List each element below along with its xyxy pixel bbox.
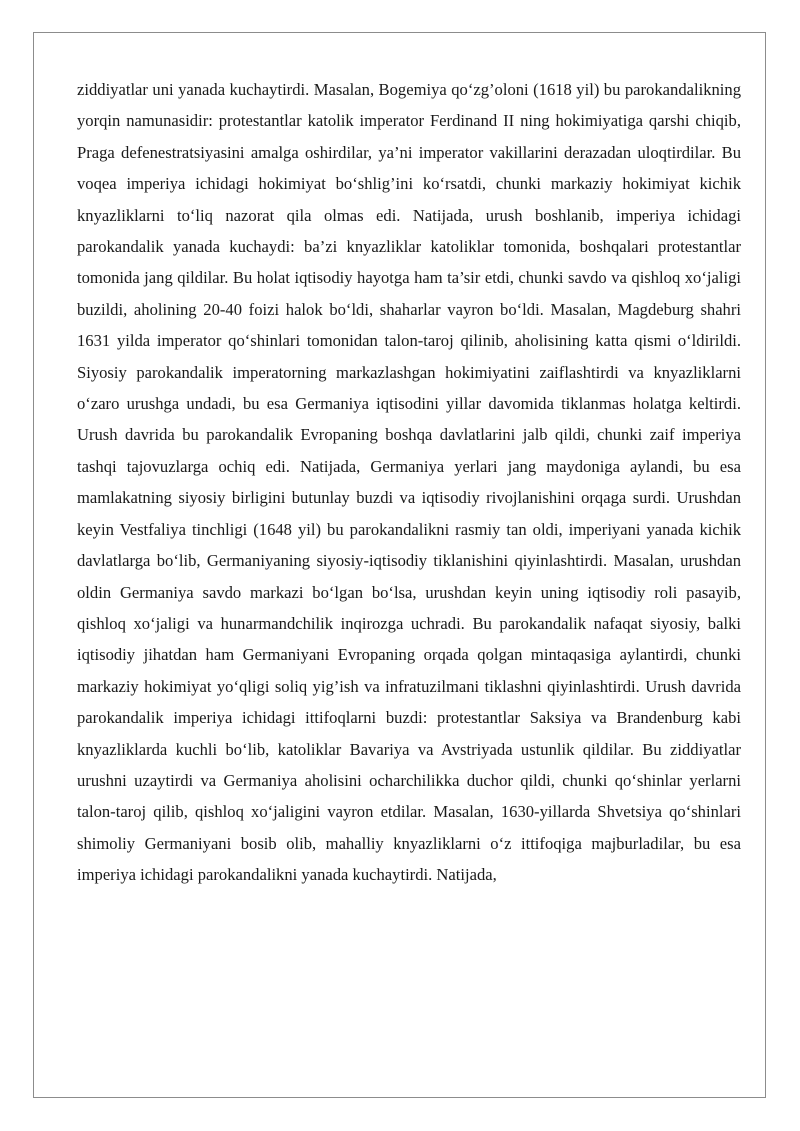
- body-paragraph: ziddiyatlar uni yanada kuchaytirdi. Masalan, Bogemiya qo‘zg’oloni (1618 yil) bu parokandalikning yorqin namunasidir: protestantlar katolik imperator Ferdinand II ning hokimiyatiga qarshi chiqib, Praga defenestratsiyasini amalga oshirdilar, ya’ni imperator vakillarini derazadan uloqtirdilar. Bu voqea imperiya ichidagi hokimiyat bo‘shlig’ini ko‘rsatdi, chunki markaziy hokimiyat kichik knyazliklarni to‘liq nazorat qila olmas edi. Natijada, urush boshlanib, imperiya ichidagi parokandalik yanada kuchaydi: ba’zi knyazliklar katoliklar tomonida, boshqalari protestantlar tomonida jang qildilar. Bu holat iqtisodiy hayotga ham ta’sir etdi, chunki savdo va qishloq xo‘jaligi buzildi, aholining 20-40 foizi halok bo‘ldi, shaharlar vayron bo‘ldi. Masalan, Magdeburg shahri 1631 yilda imperator qo‘shinlari tomonidan talon-taroj qilinib, aholisining katta qismi o‘ldirildi. Siyosiy parokandalik imperatorning markazlashgan hokimiyatini zaiflashtirdi va knyazliklarni o‘zaro urushga undadi, bu esa Germaniya iqtisodini yillar davomida tiklanmas holatga keltirdi. Urush davrida bu parokandalik Evropaning boshqa davlatlarini jalb qildi, chunki zaif imperiya tashqi tajovuzlarga ochiq edi. Natijada, Germaniya yerlari jang maydoniga aylandi, bu esa mamlakatning siyosiy birligini butunlay buzdi va iqtisodiy rivojlanishini orqaga surdi. Urushdan keyin Vestfaliya tinchligi (1648 yil) bu parokandalikni rasmiy tan oldi, imperiyani yanada kichik davlatlarga bo‘lib, Germaniyaning siyosiy-iqtisodiy tiklanishini qiyinlashtirdi. Masalan, urushdan oldin Germaniya savdo markazi bo‘lgan bo‘lsa, urushdan keyin uning iqtisodiy roli pasayib, qishloq xo‘jaligi va hunarmandchilik inqirozga uchradi. Bu parokandalik nafaqat siyosiy, balki iqtisodiy jihatdan ham Germaniyani Evropaning orqada qolgan mintaqasiga aylantirdi, chunki markaziy hokimiyat yo‘qligi soliq yig’ish va infratuzilmani tiklashni qiyinlashtirdi. Urush davrida parokandalik imperiya ichidagi ittifoqlarni buzdi: protestantlar Saksiya va Brandenburg kabi knyazliklarda kuchli bo‘lib, katoliklar Bavariya va Avstriyada ustunlik qildilar. Bu ziddiyatlar urushni uzaytirdi va Germaniya aholisini ocharchilikka duchor qildi, chunki qo‘shinlar yerlarni talon-taroj qilib, qishloq xo‘jaligini vayron etdilar. Masalan, 1630-yillarda Shvetsiya qo‘shinlari shimoliy Germaniyani bosib olib, mahalliy knyazliklarni o‘z ittifoqiga majburladilar, bu esa imperiya ichidagi parokandalikni yanada kuchaytirdi. Natijada,: [77, 80, 741, 885]
